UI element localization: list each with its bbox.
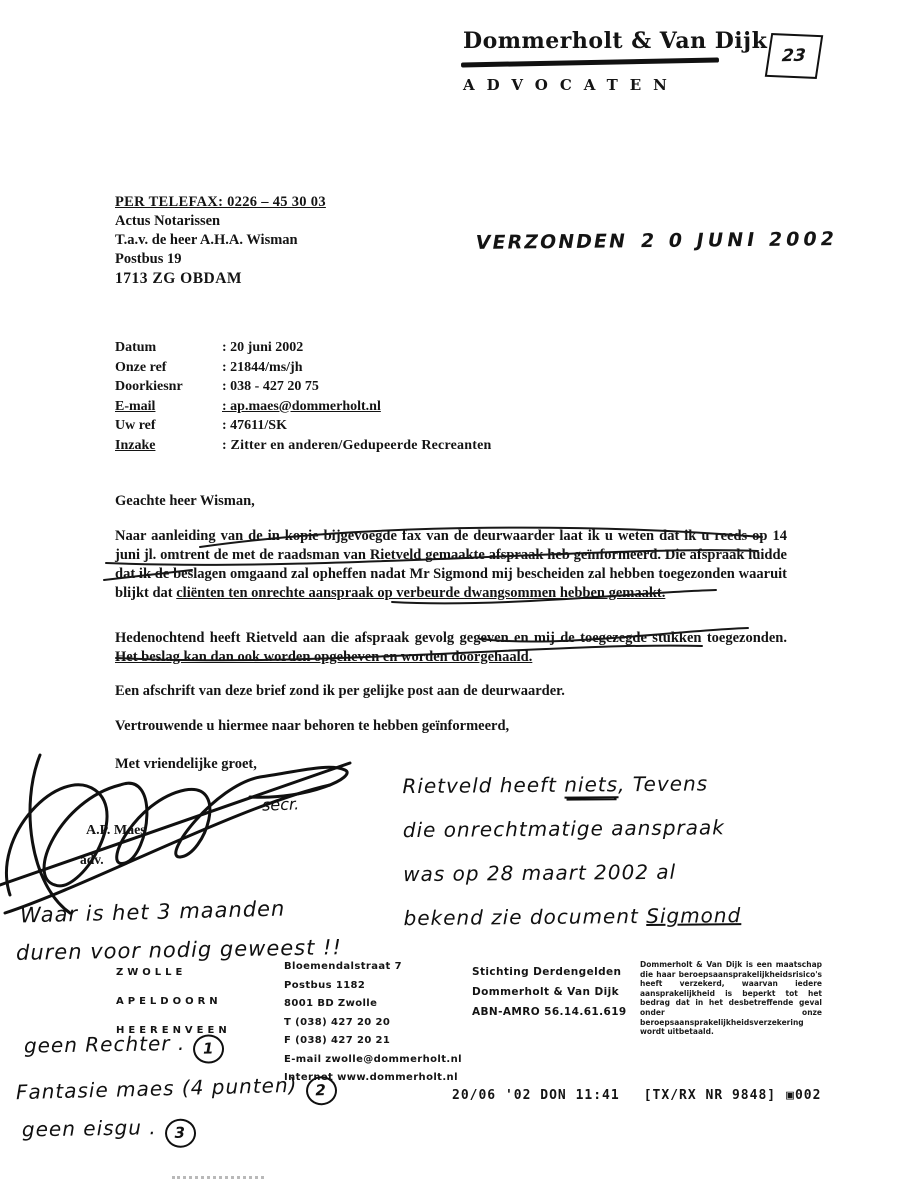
- trust-line-1: Stichting Derdengelden: [472, 966, 622, 978]
- right-note-line-3: was op 28 maart 2002 al: [403, 859, 677, 887]
- stamp-word: VERZONDEN: [473, 230, 629, 254]
- signature-scrawl: [0, 745, 360, 920]
- paragraph-3: Een afschrift van deze brief zond ik per gelijke post aan de deurwaarder.: [115, 683, 565, 699]
- scan-artifact-dots: [172, 1176, 264, 1179]
- firm-subtitle: ADVOCATEN: [463, 76, 679, 94]
- paragraph-2-text: Hedenochtend heeft Rietveld aan die afspraak gevolg gegeven en mij de toegezegde stukken toegezonden.: [115, 630, 787, 646]
- office-heerenveen: HEERENVEEN: [116, 1025, 231, 1036]
- recipient-line: T.a.v. de heer A.H.A. Wisman: [115, 232, 298, 248]
- circled-number-2: 2: [305, 1075, 337, 1105]
- handwritten-left-note-line-1: Waar is het 3 maanden: [19, 896, 286, 928]
- recipient-line: Actus Notarissen: [115, 213, 221, 229]
- closing-line: Met vriendelijke groet,: [115, 756, 257, 772]
- trust-line-3: ABN-AMRO 56.14.61.619: [472, 1006, 627, 1018]
- ref-row-uw-ref: [115, 416, 492, 436]
- fax-txrx-number: [TX/RX NR 9848]: [643, 1088, 777, 1103]
- signer-title: adv.: [80, 852, 104, 867]
- reference-block: [115, 338, 492, 455]
- fax-datetime: 20/06 '02 DON 11:41: [452, 1088, 620, 1103]
- page-number: 23: [781, 45, 807, 67]
- liability-disclaimer: Dommerholt & Van Dijk is een maatschap die haar beroepsaansprakelijkheidsrisico's heeft verzekerd, waarvan iedere aansprakelijkheid is beperkt tot het bedrag dat in het desbetreffende geval onder onze beroepsaansprakelijkheidsverzekering wordt uitbetaald.: [640, 960, 822, 1037]
- paragraph-1-underlined: cliënten ten onrechte aanspraak op verbeurde dwangsommen hebben gemaakt.: [176, 585, 666, 601]
- ref-label: Inzake: [115, 437, 156, 453]
- recipient-city-line: 1713 ZG OBDAM: [115, 270, 243, 287]
- ref-value: : 21844/ms/jh: [222, 359, 303, 375]
- address-phone: T (038) 427 20 20: [284, 1016, 391, 1028]
- ref-row-datum: [115, 338, 492, 358]
- ref-value-email: : ap.maes@dommerholt.nl: [222, 398, 381, 414]
- paragraph-2-underlined: Het beslag kan dan ook worden opgeheven en worden doorgehaald.: [115, 649, 533, 665]
- fax-page-count: 002: [794, 1088, 822, 1103]
- salutation: Geachte heer Wisman,: [115, 493, 255, 509]
- office-address-block: [284, 958, 462, 1088]
- paragraph-1-text: Naar aanleiding van de in kopie bijgevoegde fax van de deurwaarder laat ik u weten dat ik u reeds op 14 juni jl. omtrent de met de raadsman van Rietveld gemaakte afspraak heb geïnformeerd. Die afspraak luidde dat ik de beslagen omgaand zal opheffen nadat Mr Sigmond mij bescheiden zal hebben toegezonden waaruit blijkt dat: [115, 528, 787, 601]
- fax-line: PER TELEFAX: 0226 – 45 30 03: [115, 194, 326, 210]
- ref-value-inzake: : Zitter en anderen/Gedupeerde Recreanten: [222, 437, 492, 453]
- ref-value: : 47611/SK: [222, 418, 287, 433]
- signer-name: A.P. Maes: [86, 823, 146, 838]
- ref-row-doorkiesnr: [115, 377, 492, 397]
- address-street: Bloemendalstraat 7: [284, 961, 402, 972]
- address-internet: Internet www.dommerholt.nl: [284, 1072, 458, 1083]
- right-note-line-2: die onrechtmatige aanspraak: [402, 815, 725, 843]
- ref-value: : 038 - 427 20 75: [222, 379, 319, 394]
- ref-row-inzake: [115, 436, 492, 456]
- fax-transmission-line: [452, 1088, 821, 1103]
- firm-name: Dommerholt & Van Dijk: [463, 28, 768, 54]
- handwritten-left-note-line-2: duren voor nodig geweest !!: [15, 935, 343, 965]
- handwritten-item-1: geen Rechter . 1: [24, 1030, 225, 1066]
- fax-page-icon: ▣: [786, 1088, 795, 1103]
- handwritten-page-number-box: [765, 33, 823, 79]
- recipient-line: Postbus 19: [115, 251, 182, 267]
- recipient-block: [115, 193, 326, 288]
- address-postbus: Postbus 1182: [284, 979, 366, 991]
- ref-label: Onze ref: [115, 359, 167, 375]
- derdengelden-block: [472, 962, 627, 1022]
- ref-row-email: [115, 397, 492, 417]
- circled-number-1: 1: [193, 1034, 225, 1064]
- ref-label: E-mail: [115, 398, 156, 414]
- office-list: [116, 958, 231, 1045]
- ref-label: Datum: [115, 340, 157, 355]
- ref-value: : 20 juni 2002: [222, 340, 304, 355]
- right-note-line-1: Rietveld heeft niets, Tevens: [402, 771, 709, 799]
- verzonden-stamp: [474, 228, 840, 254]
- handwritten-right-note: [402, 760, 884, 940]
- office-zwolle: ZWOLLE: [116, 967, 187, 978]
- paragraph-1: [115, 527, 787, 603]
- letterhead-rule: [461, 58, 719, 68]
- address-postcode: 8001 BD Zwolle: [284, 998, 378, 1009]
- underlined-word-niets: niets: [564, 772, 619, 797]
- handwritten-item-2: Fantasie maes (4 punten) 2: [16, 1072, 337, 1113]
- circled-number-3: 3: [164, 1118, 196, 1148]
- office-apeldoorn: APELDOORN: [116, 996, 222, 1007]
- handwritten-item-3: geen eisgu . 3: [22, 1114, 196, 1150]
- ref-row-onze-ref: [115, 358, 492, 378]
- ref-label: Doorkiesnr: [115, 379, 183, 394]
- trust-line-2: Dommerholt & Van Dijk: [472, 986, 619, 998]
- ref-label: Uw ref: [115, 418, 156, 433]
- handwritten-secr-note: secr.: [261, 794, 300, 815]
- stamp-date: 2 0 JUNI 2002: [638, 228, 840, 253]
- paragraph-2: [115, 629, 787, 667]
- address-email: E-mail zwolle@dommerholt.nl: [284, 1053, 462, 1065]
- underlined-word-sigmond: Sigmond: [646, 903, 742, 928]
- right-note-line-4: bekend zie document Sigmond: [403, 903, 742, 931]
- paragraph-4: Vertrouwende u hiermee naar behoren te hebben geïnformeerd,: [115, 718, 510, 734]
- address-fax: F (038) 427 20 21: [284, 1035, 391, 1046]
